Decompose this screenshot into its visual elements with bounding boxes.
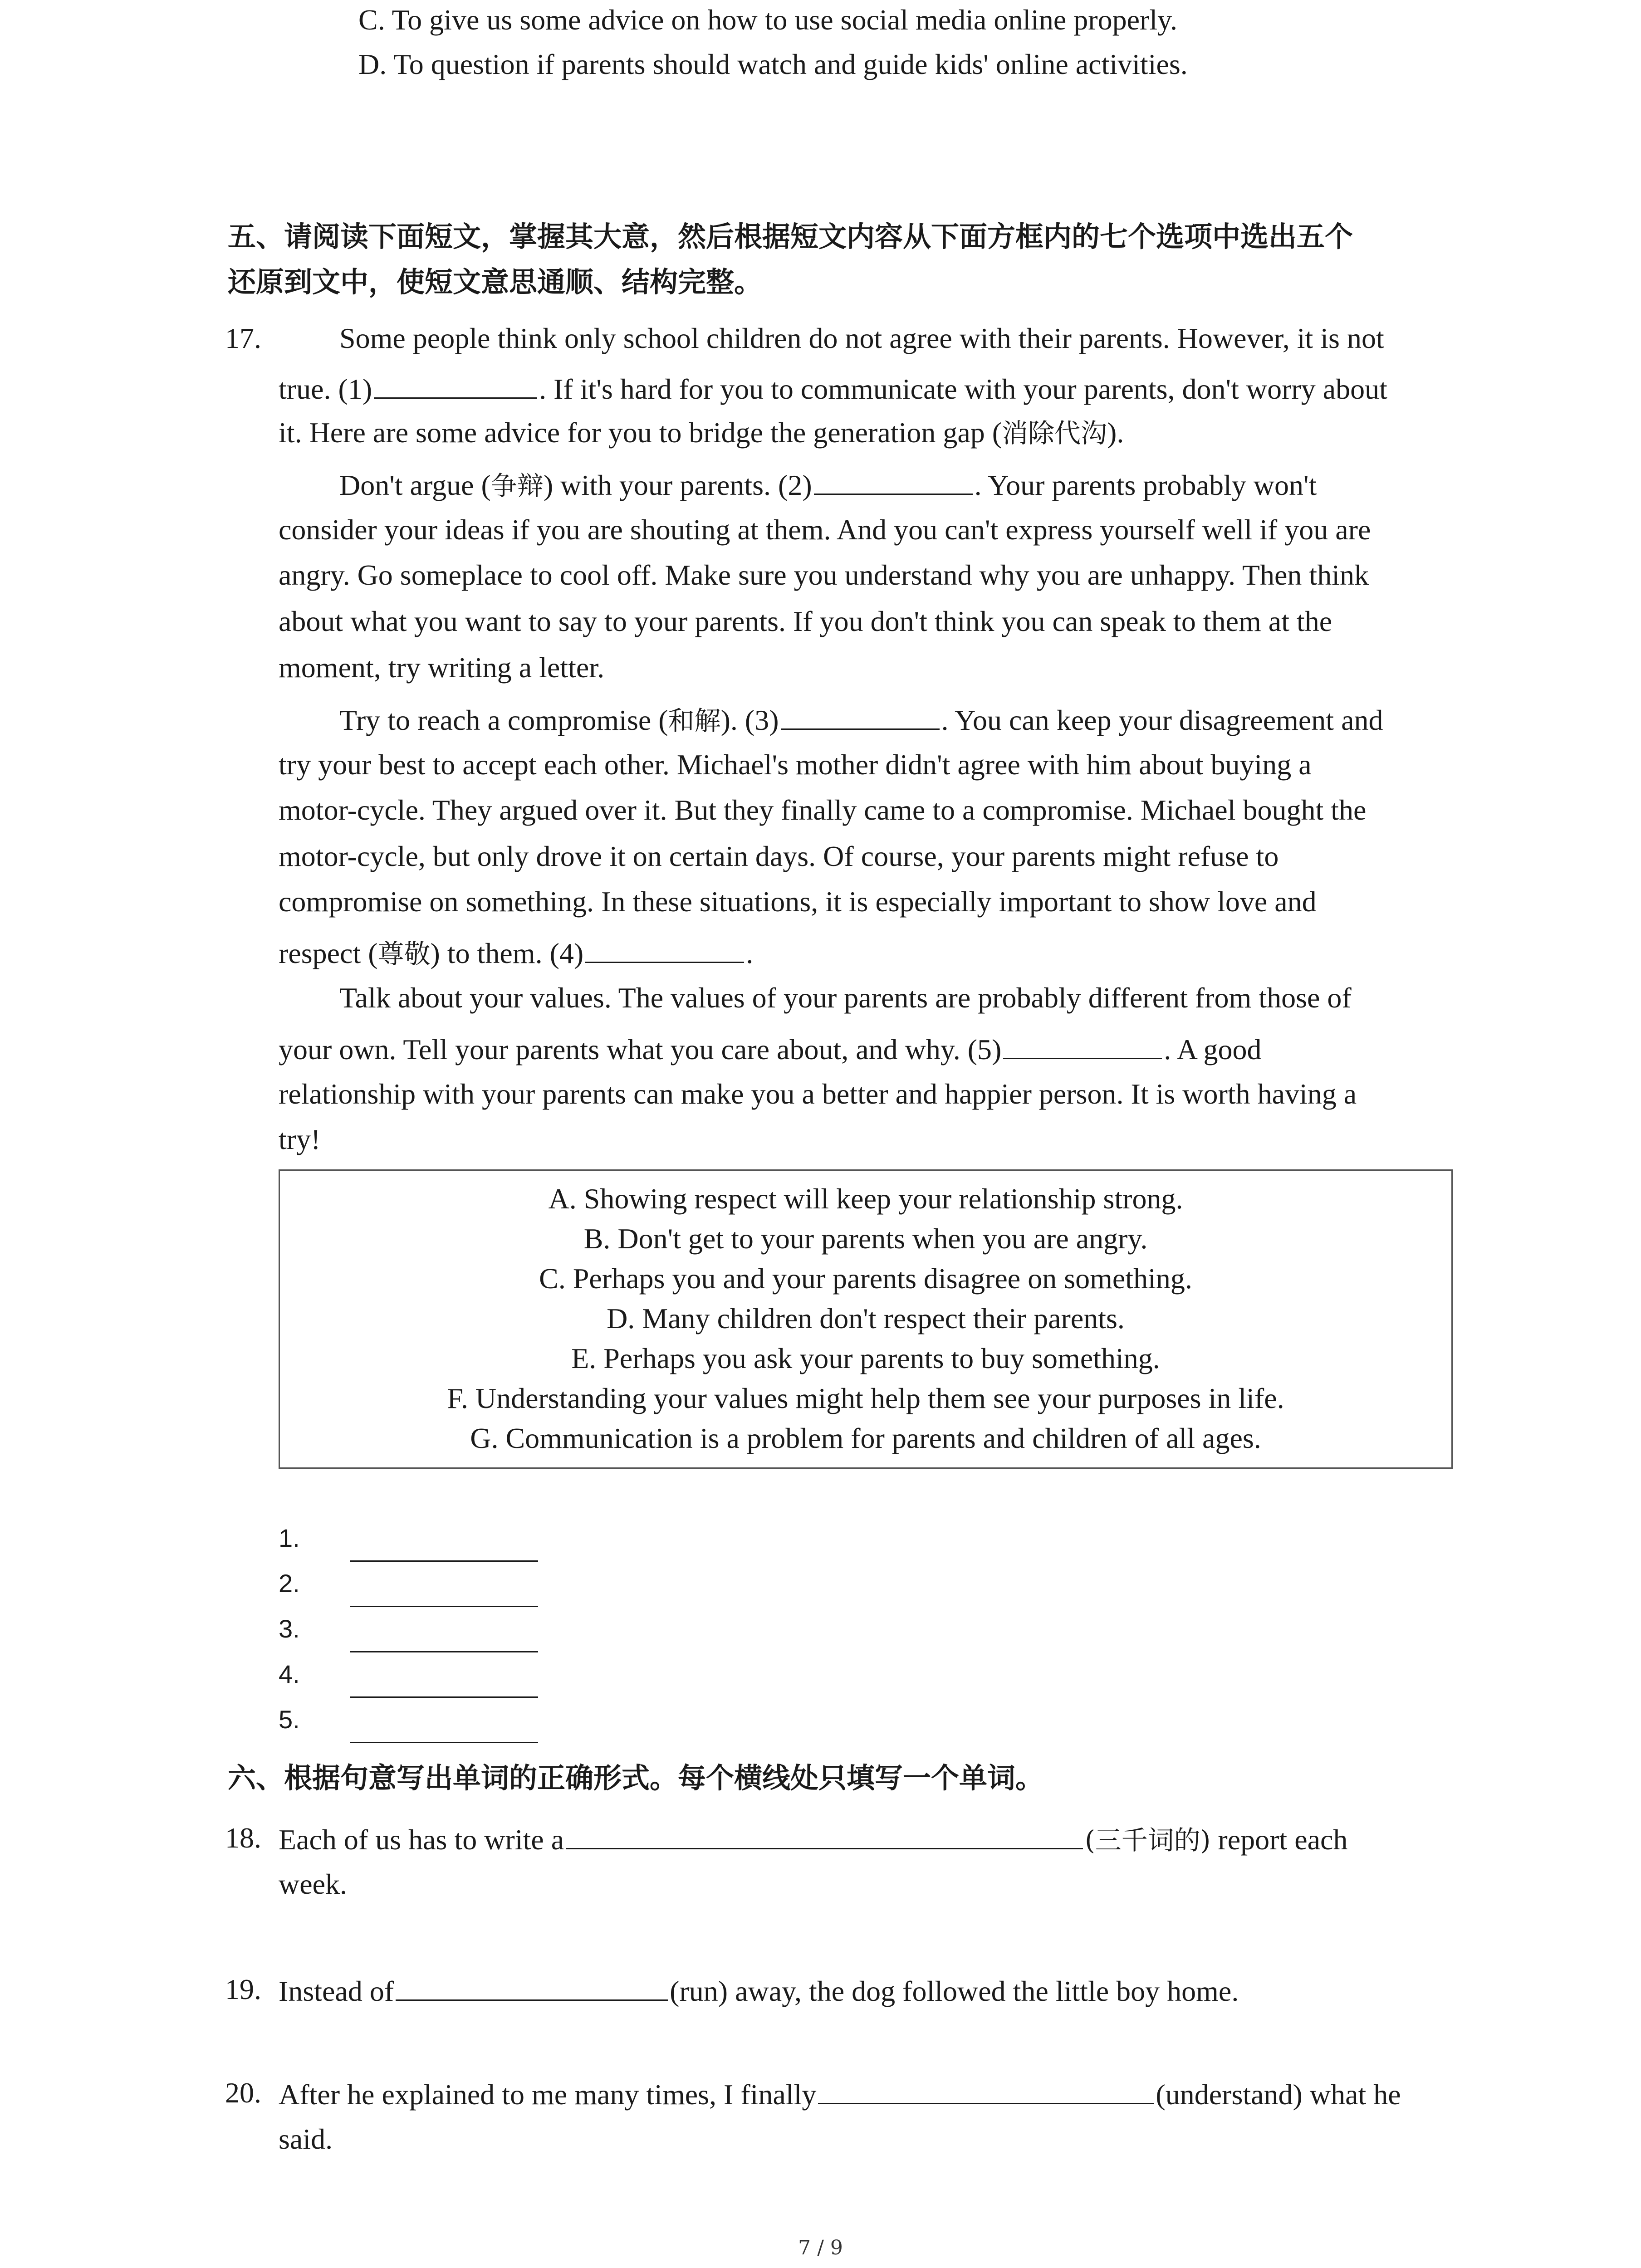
section6-title: 六、根据句意写出单词的正确形式。每个横线处只填写一个单词。: [228, 1761, 1044, 1794]
page-number: 7 / 9: [798, 2236, 843, 2259]
q17-line-8: moment, try writing a letter.: [279, 651, 605, 684]
q19-blank[interactable]: [396, 1971, 668, 2001]
blank-2[interactable]: [814, 465, 973, 495]
answer-number-4: 4.: [279, 1660, 300, 1688]
q17-line-6: angry. Go someplace to cool off. Make sure you understand why you are unhappy. Then think: [279, 559, 1369, 591]
q20-line-1: After he explained to me many times, I finally (understand) what he: [279, 2075, 1401, 2113]
blank-4[interactable]: [585, 934, 744, 963]
q17-line-17: relationship with your parents can make you a better and happier person. It is worth having a: [279, 1078, 1357, 1110]
q17-line-16: your own. Tell your parents what you care about, and why. (5) . A good: [279, 1030, 1261, 1068]
answer-line-5[interactable]: [350, 1742, 538, 1743]
q17-line-5: consider your ideas if you are shouting at them. And you can't express yourself well if you are: [279, 513, 1371, 546]
answer-number-2: 2.: [279, 1569, 300, 1598]
option-d-text: D. To question if parents should watch and guide kids' online activities.: [358, 48, 1188, 80]
q20-line-2: said.: [279, 2123, 333, 2155]
q19-number: 19.: [225, 1973, 261, 2005]
section5-title-line1: 五、请阅读下面短文，掌握其大意，然后根据短文内容从下面方框内的七个选项中选出五个: [228, 220, 1353, 253]
q20-number: 20.: [225, 2077, 261, 2109]
blank-5[interactable]: [1003, 1030, 1162, 1059]
option-c: C. Perhaps you and your parents disagree on something.: [539, 1262, 1192, 1295]
q17-line-10: try your best to accept each other. Michael's mother didn't agree with him about buying a: [279, 748, 1312, 781]
answer-line-4[interactable]: [350, 1696, 538, 1698]
options-box: [279, 1169, 1453, 1469]
option-c-text: C. To give us some advice on how to use social media online properly.: [358, 4, 1177, 36]
section5-title-line2: 还原到文中，使短文意思通顺、结构完整。: [228, 265, 763, 298]
blank-3[interactable]: [781, 700, 940, 730]
q18-line-1: Each of us has to write a (三千词的) report each: [279, 1820, 1347, 1858]
answer-number-3: 3.: [279, 1614, 300, 1643]
q17-line-9: Try to reach a compromise (和解). (3) . You can keep your disagreement and: [339, 700, 1383, 739]
blank-1[interactable]: [374, 369, 537, 399]
q19-line: Instead of (run) away, the dog followed the little boy home.: [279, 1971, 1239, 2009]
q17-line-3: it. Here are some advice for you to bridge the generation gap (消除代沟).: [279, 416, 1124, 449]
answer-line-2[interactable]: [350, 1606, 538, 1607]
q17-line-15: Talk about your values. The values of your parents are probably different from those of: [339, 982, 1352, 1014]
answer-line-1[interactable]: [350, 1560, 538, 1562]
q20-blank[interactable]: [818, 2075, 1154, 2104]
option-g: G. Communication is a problem for parents and children of all ages.: [470, 1422, 1261, 1454]
q17-line-18: try!: [279, 1123, 321, 1155]
answer-number-1: 1.: [279, 1524, 300, 1552]
answer-line-3[interactable]: [350, 1651, 538, 1652]
q17-line-4: Don't argue (争辩) with your parents. (2) . Your parents probably won't: [339, 465, 1317, 504]
answer-number-5: 5.: [279, 1705, 300, 1734]
q18-number: 18.: [225, 1822, 261, 1854]
q17-line-11: motor-cycle. They argued over it. But they finally came to a compromise. Michael bought the: [279, 794, 1367, 826]
q18-line-2: week.: [279, 1868, 348, 1900]
q17-line-12: motor-cycle, but only drove it on certain days. Of course, your parents might refuse to: [279, 840, 1279, 872]
q17-line-2: true. (1) . If it's hard for you to communicate with your parents, don't worry about: [279, 369, 1387, 407]
option-a: A. Showing respect will keep your relationship strong.: [548, 1183, 1183, 1215]
q17-line-14: respect (尊敬) to them. (4) .: [279, 934, 753, 972]
option-f: F. Understanding your values might help them see your purposes in life.: [447, 1382, 1284, 1414]
option-e: E. Perhaps you ask your parents to buy something.: [571, 1342, 1160, 1374]
q17-line-13: compromise on something. In these situations, it is especially important to show love and: [279, 885, 1317, 918]
q17-line-7: about what you want to say to your parents. If you don't think you can speak to them at the: [279, 605, 1332, 637]
q17-number: 17.: [225, 322, 261, 354]
q18-blank[interactable]: [566, 1820, 1083, 1849]
option-d: D. Many children don't respect their parents.: [607, 1302, 1125, 1334]
q17-line-1: Some people think only school children do not agree with their parents. However, it is not: [339, 322, 1384, 354]
option-b: B. Don't get to your parents when you are angry.: [583, 1222, 1148, 1255]
